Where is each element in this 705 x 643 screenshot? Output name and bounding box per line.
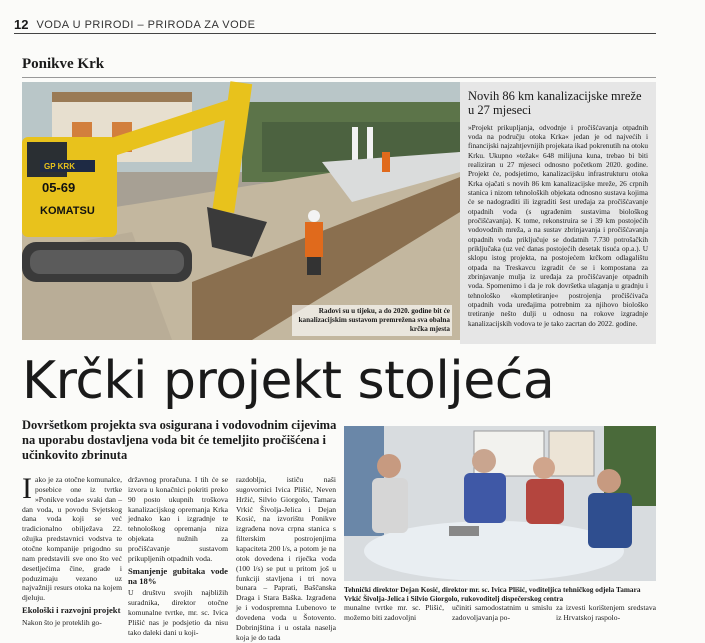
body-text-col1: ako je za otočne komunalce, posebice one iz tvrtke »Ponikve voda« svaki dan – dan voda, u povodu Svjetskog dana voda koji se već tradicionalno obilježava 22. ožujka predstavnici vodstva te otočne kompanije prigodno su nam predstavili sve ono što već desetljećima čine, grade i poduzimaju vezano uz najvažniji resurs otoka na kojem djeluju. <box>22 475 122 603</box>
machine-label-company: GP KRK <box>44 162 75 171</box>
sidebar-box <box>460 82 656 344</box>
body-column-1 <box>22 472 122 628</box>
construction-photo <box>22 82 460 340</box>
machine-label-number: 05-69 <box>42 180 76 195</box>
kicker: Ponikve Krk <box>22 56 105 72</box>
deck: Dovršetkom projekta sva osigurana i vodovodnim cijevima na uporabu dostavljena voda bit će temeljito pročišćena i učinkovito zbrinuta <box>22 418 337 462</box>
body-column-6 <box>556 603 656 622</box>
team-photo-caption: Tehnički direktor Dejan Kosić, direktor mr. sc. Ivica Plišić, voditeljica tehničkog odjela Tamara Vrkić Šivolja-Jelica i Silvio Giorgolo, rukovoditelj dispečerskog centra <box>344 585 641 604</box>
page-number: 12 <box>14 17 29 32</box>
headline: Krčki projekt stoljeća <box>22 351 555 411</box>
subhead-ecological: Ekološki i razvojni projekt <box>22 605 121 616</box>
sidebar-title: Novih 86 km kanalizacijske mreže u 27 mjeseci <box>468 89 642 118</box>
body-text-col4: munalne tvrtke mr. sc. Plišić, možemo biti zadovoljni <box>344 603 444 622</box>
machine-label-brand: KOMATSU <box>40 205 95 217</box>
team-photo <box>344 426 656 581</box>
sidebar-text: »Projekt prikupljanja, odvodnje i pročišćavanja otpadnih voda na području otoka Krka« jedan je od najvećih i financijski najzahtjevnijih projekata ikad pokrenutih na otoku Krku. Ukupno »težak« 648 milijuna kuna, trebao bi biti realiziran u 27 mjeseci odnosno početkom 2020. godine. Projekt će, podsjetimo, kanalizacijsku infrastrukturu otoka Krka ojačati s novih 86 km kanalizacijske mreže, 26 crpnih stanica i nizom tehnoloških objekata odnosno sustava kojima će se nadograditi ili izgraditi šest uređaja za pročišćavanje otpadnih voda (s ugrađenim sustavima biološkog pročišćavanja). K tome, rekonstruira se i 39 km postojećih vodovodnih mreža, a na sustav zbrinjavanja i pročišćavanja otpadnih voda priključuje se dodatnih 7.730 potrošačkih priključaka (uz već danas postojećih desetak tisuća op.a.). U sklopu istog projekta, na postojećem krčkom odlagalištu otpada na Treskavcu izgradit će se i kompostana za zbrinjavanje mulja iz uređaja za pročišćavanje otpadnih voda. Spomenimo i da je rok dovršetka ulaganja u gradnju i tehnološko »kompletiranje« postrojenja pročišćivača otpadnih voda uređajima potrebnim za njihovo biološko tretiranje nešto dulji u odnosu na rokove izgradnje kanalizacijskih vodova te je tako zacrtan do 2022. godine. <box>468 122 648 328</box>
body-column-2 <box>128 475 228 637</box>
page-header <box>14 16 656 34</box>
meeting-scene <box>344 426 656 581</box>
body-text-col2-b: U društvu svojih najbližih suradnika, direktor otočne komunalne tvrtke, mr. sc. Ivica Plišić nas je podsjetio da nisu tako daleki dani u koji- <box>128 588 228 637</box>
body-column-3 <box>236 475 336 642</box>
construction-scene <box>22 82 460 340</box>
dropcap: I <box>22 472 32 505</box>
body-text-col1-b: Nakon što je proteklih go- <box>22 618 102 628</box>
section-title: VODA U PRIRODI – PRIRODA ZA VODE <box>36 18 256 31</box>
body-text-col6: za izvesti korištenjem sredstava iz Hrvatskoj raspolo- <box>556 603 656 622</box>
body-text-col2: državnog proračuna. I tih će se izvora u konačnici pokriti preko 90 posto ukupnih troškova kanalizacijskog opremanja Krka jednako kao i izgradnje te tehnološkog opremanja niza objekata nužnih za pročišćavanje sustavom prikupljenih otpadnih voda. <box>128 475 228 563</box>
body-text-col3: razdoblja, ističu naši sugovornici Ivica Plišić, Neven Hržić, Silvio Giorgolo, Tamara Vrkić Šivolja-Jelica i Dejan Kosić, na izvorištu Ponikve izgrađena nova crpna stanica s filterskim postrojenjima kapaciteta 200 l/s, a potom je na otok dovedena i riječka voda (100 l/s) se put u pritom još u funkciji stavljena i tri nova bunara – Paprati, Baščanska Draga i Stara Baška. Izgrađena je i vodospremna Lubenovo te dovedena voda u Šotovento. Dobrinjština i u ostala naselja koja je do tada <box>236 475 336 642</box>
body-text-col5: učiniti samodostatnim u smislu zadovoljavanja po- <box>452 603 552 622</box>
body-column-4 <box>344 603 444 622</box>
subhead-losses: Smanjenje gubitaka vode na 18% <box>128 565 228 586</box>
photo-caption: Radovi su u tijeku, a do 2020. godine bit će kanalizacijskim sustavom premrežena sva obalna krčka mjesta <box>292 305 452 336</box>
kicker-rule <box>22 77 656 78</box>
body-column-5 <box>452 603 552 622</box>
